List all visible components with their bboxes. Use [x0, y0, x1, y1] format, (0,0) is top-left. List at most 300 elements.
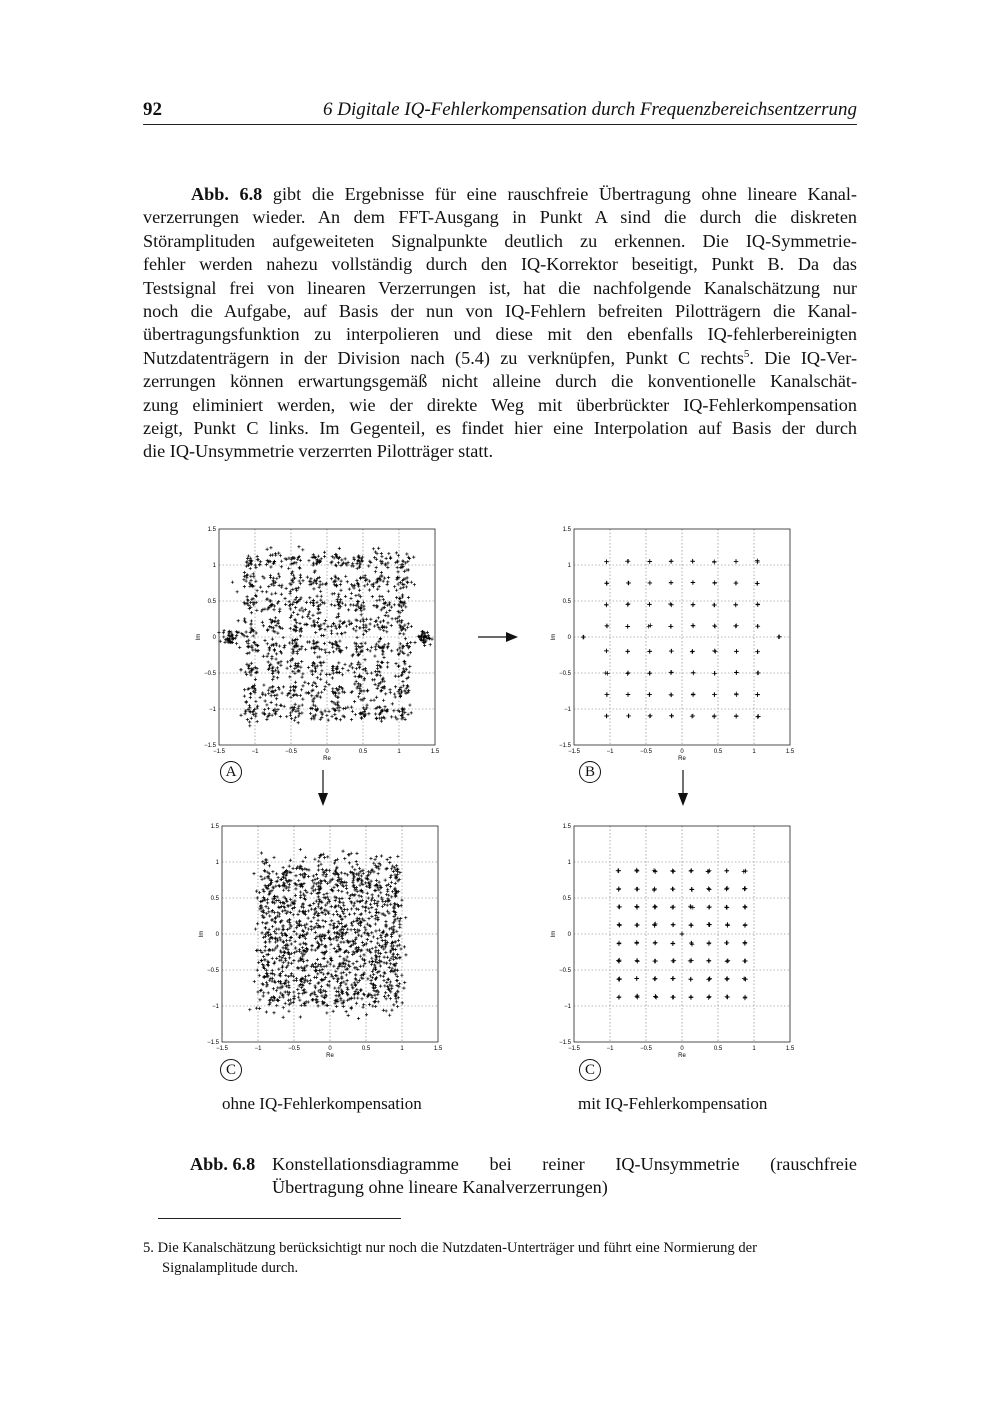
data-point: [360, 997, 363, 1000]
data-point: [288, 600, 291, 603]
data-point: [354, 594, 357, 597]
data-point: [283, 909, 286, 912]
data-point: [341, 690, 344, 693]
data-point: [338, 671, 341, 674]
data-point: [254, 564, 257, 567]
body-line: die IQ-Unsymmetrie verzerrten Pilotträger statt.: [143, 441, 493, 462]
data-point: [395, 1000, 398, 1003]
data-point: [362, 706, 365, 709]
data-point: [340, 558, 343, 561]
data-point: [688, 977, 692, 981]
data-point: [707, 887, 711, 891]
data-point: [268, 864, 271, 867]
data-point: [367, 907, 370, 910]
point-label-c-right: C: [579, 1059, 601, 1081]
data-point: [369, 974, 372, 977]
data-point: [272, 987, 275, 990]
data-point: [376, 937, 379, 940]
data-point: [369, 880, 372, 883]
data-point: [261, 621, 264, 624]
data-point: [306, 959, 309, 962]
data-point: [280, 691, 283, 694]
data-point: [278, 996, 281, 999]
data-point: [407, 622, 410, 625]
data-point: [395, 596, 398, 599]
data-point: [374, 914, 377, 917]
data-point: [311, 998, 314, 1001]
data-point: [367, 896, 370, 899]
data-point: [297, 545, 300, 548]
data-point: [372, 973, 375, 976]
data-point: [334, 691, 337, 694]
data-point: [243, 688, 246, 691]
data-point: [388, 966, 391, 969]
data-point: [617, 995, 621, 999]
data-point: [333, 713, 336, 716]
data-point: [385, 962, 388, 965]
data-point: [298, 566, 301, 569]
data-point: [323, 628, 326, 631]
data-point: [604, 559, 608, 563]
data-point: [299, 848, 302, 851]
data-point: [386, 621, 389, 624]
data-point: [371, 976, 374, 979]
data-point: [250, 619, 253, 622]
data-point: [320, 595, 323, 598]
data-point: [389, 691, 392, 694]
data-point: [384, 951, 387, 954]
data-point: [288, 883, 291, 886]
data-point: [247, 667, 250, 670]
data-point: [320, 716, 323, 719]
data-point: [344, 982, 347, 985]
data-point: [312, 587, 315, 590]
data-point: [277, 968, 280, 971]
data-point: [311, 662, 314, 665]
y-tick-label: 0.5: [210, 896, 219, 902]
data-point: [388, 688, 391, 691]
data-point: [319, 718, 322, 721]
data-point: [350, 662, 353, 665]
data-point: [327, 710, 330, 713]
data-point: [351, 666, 354, 669]
data-point: [386, 956, 389, 959]
data-point: [342, 971, 345, 974]
data-point: [379, 952, 382, 955]
data-point: [312, 562, 315, 565]
y-tick-label: −0.5: [207, 968, 219, 974]
data-point: [391, 967, 394, 970]
data-point: [297, 996, 300, 999]
data-point: [331, 676, 334, 679]
x-tick-label: −1: [606, 749, 614, 755]
data-point: [706, 959, 710, 963]
data-point: [345, 881, 348, 884]
data-point: [310, 928, 313, 931]
data-point: [410, 711, 413, 714]
data-point: [361, 1006, 364, 1009]
data-point: [376, 664, 379, 667]
data-point: [390, 1009, 393, 1012]
data-point: [272, 608, 275, 611]
data-point: [689, 923, 693, 927]
data-point: [287, 886, 290, 889]
data-point: [267, 910, 270, 913]
data-point: [348, 588, 351, 591]
data-point: [397, 890, 400, 893]
data-point: [299, 890, 302, 893]
data-point: [378, 595, 381, 598]
data-point: [372, 547, 375, 550]
data-point: [346, 928, 349, 931]
data-point: [385, 981, 388, 984]
data-point: [333, 947, 336, 950]
data-point: [384, 920, 387, 923]
data-point: [322, 661, 325, 664]
data-point: [382, 580, 385, 583]
data-point: [394, 715, 397, 718]
data-point: [332, 886, 335, 889]
data-point: [403, 660, 406, 663]
data-point: [337, 889, 340, 892]
data-point: [344, 603, 347, 606]
data-point: [366, 648, 369, 651]
x-tick-label: 1: [397, 749, 401, 755]
data-point: [386, 904, 389, 907]
data-point: [295, 932, 298, 935]
data-point: [312, 874, 315, 877]
data-point: [317, 691, 320, 694]
data-point: [320, 648, 323, 651]
data-point: [263, 708, 266, 711]
data-point: [301, 616, 304, 619]
data-point: [377, 872, 380, 875]
data-point: [292, 997, 295, 1000]
data-point: [339, 998, 342, 1001]
data-point: [294, 681, 297, 684]
data-point: [352, 920, 355, 923]
data-point: [383, 984, 386, 987]
data-point: [301, 548, 304, 551]
body-line: Störamplituden aufgeweiteten Signalpunkte deutlich zu erkennen. Die IQ-Symmetrie-: [143, 230, 857, 251]
running-header: 6 Digitale IQ-Fehlerkompensation durch Frequenzbereichsentzerrung: [323, 99, 857, 120]
data-point: [355, 960, 358, 963]
data-point: [359, 989, 362, 992]
data-point: [617, 923, 621, 927]
data-point: [384, 991, 387, 994]
data-point: [355, 625, 358, 628]
data-point: [369, 699, 372, 702]
data-point: [669, 713, 673, 717]
data-point: [755, 602, 759, 606]
data-point: [348, 913, 351, 916]
x-tick-label: 0: [680, 749, 684, 755]
data-point: [356, 899, 359, 902]
data-point: [708, 923, 712, 927]
data-point: [307, 927, 310, 930]
data-point: [371, 1004, 374, 1007]
data-point: [335, 616, 338, 619]
data-point: [409, 651, 412, 654]
data-point: [347, 951, 350, 954]
data-point: [393, 603, 396, 606]
data-point: [314, 986, 317, 989]
data-point: [326, 855, 329, 858]
data-point: [734, 603, 738, 607]
data-point: [315, 873, 318, 876]
data-point: [654, 995, 658, 999]
data-point: [278, 610, 281, 613]
data-point: [282, 866, 285, 869]
data-point: [429, 643, 432, 646]
data-point: [362, 872, 365, 875]
data-point: [743, 995, 747, 999]
data-point: [398, 923, 401, 926]
data-point: [306, 576, 309, 579]
data-point: [670, 995, 674, 999]
data-point: [669, 580, 673, 584]
data-point: [412, 556, 415, 559]
data-point: [325, 964, 328, 967]
data-point: [292, 577, 295, 580]
data-point: [298, 648, 301, 651]
data-point: [355, 647, 358, 650]
data-point: [321, 601, 324, 604]
data-point: [356, 968, 359, 971]
data-point: [390, 624, 393, 627]
data-point: [352, 603, 355, 606]
data-point: [253, 980, 256, 983]
data-point: [288, 939, 291, 942]
data-point: [308, 583, 311, 586]
data-point: [270, 655, 273, 658]
data-point: [305, 691, 308, 694]
data-point: [249, 575, 252, 578]
data-point: [349, 597, 352, 600]
data-point: [356, 600, 359, 603]
data-point: [271, 672, 274, 675]
footnote: 5. Die Kanalschätzung berücksichtigt nur noch die Nutzdaten-Unterträger und führt eine Normierung der Signalamplitude durch.: [143, 1240, 757, 1276]
data-point: [292, 574, 295, 577]
data-point: [318, 580, 321, 583]
data-point: [647, 559, 651, 563]
data-point: [387, 590, 390, 593]
data-point: [324, 875, 327, 878]
data-point: [222, 631, 225, 634]
x-tick-label: −1.5: [568, 1046, 580, 1052]
data-point: [348, 664, 351, 667]
data-point: [264, 941, 267, 944]
data-point: [293, 672, 296, 675]
data-point: [264, 693, 267, 696]
data-point: [401, 609, 404, 612]
data-point: [345, 624, 348, 627]
data-point: [373, 963, 376, 966]
data-point: [282, 1006, 285, 1009]
data-point: [289, 711, 292, 714]
data-point: [287, 961, 290, 964]
data-point: [310, 948, 313, 951]
x-tick-label: −1: [251, 749, 259, 755]
data-point: [265, 703, 268, 706]
data-point: [378, 944, 381, 947]
data-point: [357, 894, 360, 897]
data-point: [339, 564, 342, 567]
data-point: [387, 994, 390, 997]
data-point: [362, 601, 365, 604]
data-point: [262, 683, 265, 686]
data-point: [346, 955, 349, 958]
data-point: [261, 693, 264, 696]
y-tick-label: −1: [564, 707, 571, 713]
data-point: [341, 667, 344, 670]
data-point: [404, 916, 407, 919]
data-point: [397, 653, 400, 656]
footnote-mark: 5: [743, 347, 750, 360]
data-point: [313, 984, 316, 987]
data-point: [670, 905, 674, 909]
data-point: [371, 893, 374, 896]
data-point: [371, 960, 374, 963]
data-point: [267, 585, 270, 588]
data-point: [260, 951, 263, 954]
data-point: [342, 940, 345, 943]
data-point: [362, 953, 365, 956]
data-point: [336, 980, 339, 983]
data-point: [346, 580, 349, 583]
data-point: [337, 990, 340, 993]
data-point: [712, 603, 716, 607]
data-point: [237, 631, 240, 634]
data-point: [308, 617, 311, 620]
data-point: [260, 989, 263, 992]
data-point: [292, 913, 295, 916]
data-point: [289, 696, 292, 699]
data-point: [392, 952, 395, 955]
data-point: [389, 876, 392, 879]
data-point: [314, 931, 317, 934]
data-point: [222, 629, 225, 632]
data-point: [376, 993, 379, 996]
data-point: [238, 646, 241, 649]
data-point: [358, 692, 361, 695]
data-point: [285, 715, 288, 718]
data-point: [712, 649, 716, 653]
data-point: [387, 552, 390, 555]
data-point: [279, 991, 282, 994]
data-point: [348, 971, 351, 974]
data-point: [222, 635, 225, 638]
data-point: [371, 595, 374, 598]
data-point: [338, 900, 341, 903]
data-point: [249, 673, 252, 676]
data-point: [383, 995, 386, 998]
data-point: [402, 986, 405, 989]
data-point: [259, 875, 262, 878]
data-point: [275, 624, 278, 627]
data-point: [733, 624, 737, 628]
data-point: [333, 861, 336, 864]
data-point: [742, 940, 746, 944]
data-point: [300, 676, 303, 679]
data-point: [359, 924, 362, 927]
data-point: [393, 585, 396, 588]
data-point: [265, 953, 268, 956]
data-point: [266, 901, 269, 904]
data-point: [653, 940, 657, 944]
data-point: [368, 622, 371, 625]
data-point: [351, 865, 354, 868]
data-point: [361, 618, 364, 621]
data-point: [258, 891, 261, 894]
data-point: [725, 995, 729, 999]
data-point: [669, 670, 673, 674]
data-point: [626, 602, 630, 606]
data-point: [281, 910, 284, 913]
data-point: [725, 977, 729, 981]
data-point: [689, 995, 693, 999]
data-point: [385, 630, 388, 633]
data-point: [278, 912, 281, 915]
data-point: [743, 905, 747, 909]
data-point: [725, 941, 729, 945]
data-point: [314, 670, 317, 673]
data-point: [342, 901, 345, 904]
data-point: [272, 584, 275, 587]
data-point: [307, 682, 310, 685]
data-point: [669, 559, 673, 563]
subcaption-left: ohne IQ-Fehlerkompensation: [222, 1094, 422, 1113]
data-point: [337, 661, 340, 664]
data-point: [364, 626, 367, 629]
data-point: [380, 912, 383, 915]
data-point: [275, 957, 278, 960]
data-point: [321, 919, 324, 922]
x-tick-label: −0.5: [640, 749, 652, 755]
constellation-plot-c-right: [545, 817, 805, 1067]
data-point: [734, 670, 738, 674]
data-point: [725, 869, 729, 873]
data-point: [276, 879, 279, 882]
data-point: [409, 641, 412, 644]
y-tick-label: 0.5: [207, 599, 216, 605]
data-point: [380, 608, 383, 611]
data-point: [277, 572, 280, 575]
data-point: [246, 557, 249, 560]
data-point: [671, 976, 675, 980]
data-point: [332, 622, 335, 625]
data-point: [284, 959, 287, 962]
data-point: [271, 870, 274, 873]
x-tick-label: 0: [325, 749, 329, 755]
data-point: [323, 602, 326, 605]
data-point: [252, 572, 255, 575]
data-point: [287, 1010, 290, 1013]
data-point: [285, 667, 288, 670]
data-point: [296, 613, 299, 616]
data-point: [394, 882, 397, 885]
data-point: [359, 595, 362, 598]
data-point: [284, 957, 287, 960]
x-tick-label: 1: [752, 1046, 756, 1052]
data-point: [397, 554, 400, 557]
data-point: [301, 697, 304, 700]
data-point: [260, 959, 263, 962]
y-tick-label: 1: [567, 563, 571, 569]
data-point: [323, 555, 326, 558]
data-point: [332, 977, 335, 980]
data-point: [276, 914, 279, 917]
